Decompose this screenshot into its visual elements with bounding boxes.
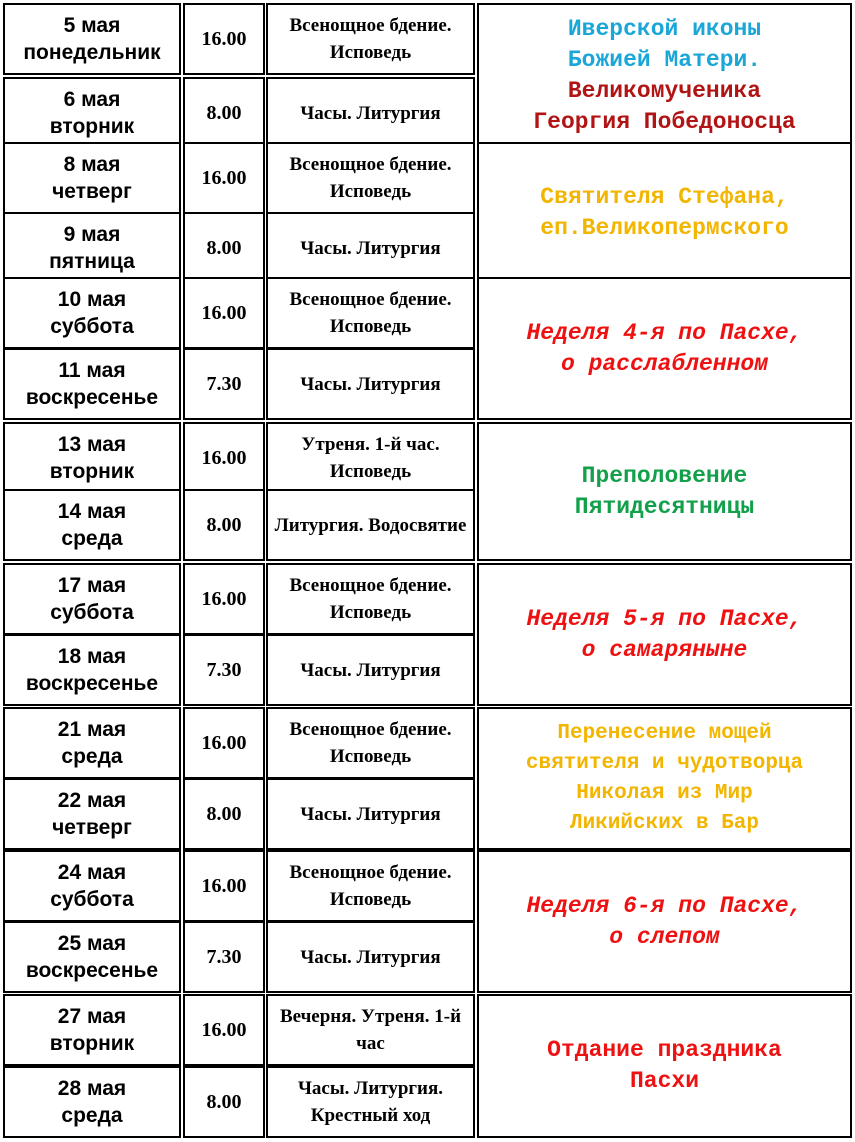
date-day: 17 мая xyxy=(57,574,127,597)
service-name: Часы. Литургия. Крестный ход xyxy=(297,1078,444,1126)
time-cell xyxy=(183,707,265,779)
service-name: Всенощное бдение. Исповедь xyxy=(289,15,452,63)
feast-line: Ликийских в Бар xyxy=(569,811,760,835)
date-cell xyxy=(3,563,181,635)
time-cell xyxy=(183,850,265,922)
service-time: 8.00 xyxy=(206,513,242,536)
date-day: 8 мая xyxy=(63,153,121,176)
date-day: 5 мая xyxy=(63,14,121,37)
time-cell xyxy=(183,348,265,420)
feast-line: Божией Матери. xyxy=(567,47,762,73)
feast-line: Георгия Победоносца xyxy=(533,109,796,135)
date-day: 14 мая xyxy=(57,500,127,523)
time-cell xyxy=(183,563,265,635)
date-day: 11 мая xyxy=(58,359,126,382)
date-weekday: воскресенье xyxy=(25,672,159,695)
feast-cell xyxy=(477,707,852,850)
service-cell xyxy=(266,348,475,420)
service-name: Часы. Литургия xyxy=(300,946,441,968)
service-name: Часы. Литургия xyxy=(300,102,441,124)
date-weekday: четверг xyxy=(52,180,132,203)
service-time: 16.00 xyxy=(201,27,247,50)
service-cell xyxy=(266,707,475,779)
date-weekday: вторник xyxy=(49,1032,135,1055)
time-cell xyxy=(183,212,265,284)
date-cell xyxy=(3,994,181,1066)
service-name: Литургия. Водосвятие xyxy=(274,514,467,536)
feast-line: Неделя 5-я по Пасхе, xyxy=(526,605,803,632)
date-day: 25 мая xyxy=(57,932,127,955)
date-cell xyxy=(3,921,181,993)
feast-line: Преполовение xyxy=(581,462,748,489)
feast-line: Святителя Стефана, xyxy=(540,184,789,210)
service-time: 7.30 xyxy=(206,372,242,395)
date-weekday: среда xyxy=(61,1104,123,1127)
date-day: 28 мая xyxy=(57,1077,127,1100)
service-time: 7.30 xyxy=(206,658,242,681)
time-cell xyxy=(183,994,265,1066)
service-time: 8.00 xyxy=(206,236,242,259)
service-cell xyxy=(266,277,475,349)
date-cell xyxy=(3,277,181,349)
service-cell xyxy=(266,778,475,850)
date-weekday: воскресенье xyxy=(25,386,159,409)
date-day: 6 мая xyxy=(63,88,121,111)
date-cell xyxy=(3,77,181,149)
date-cell xyxy=(3,778,181,850)
service-cell xyxy=(266,994,475,1066)
date-weekday: среда xyxy=(61,527,123,550)
feast-cell xyxy=(477,994,852,1138)
feast-cell xyxy=(477,277,852,420)
feast-line: Неделя 6-я по Пасхе, xyxy=(526,892,803,919)
service-time: 16.00 xyxy=(201,166,247,189)
service-name: Вечерня. Утреня. 1-й час xyxy=(279,1006,462,1054)
feast-line: Отдание праздника xyxy=(547,1037,782,1063)
date-day: 18 мая xyxy=(57,645,127,668)
date-weekday: вторник xyxy=(49,460,135,483)
feast-line: Неделя 4-я по Пасхе, xyxy=(526,319,803,346)
service-time: 16.00 xyxy=(201,731,247,754)
date-weekday: понедельник xyxy=(23,41,161,64)
date-cell xyxy=(3,212,181,284)
service-schedule-table xyxy=(3,3,852,1139)
date-cell xyxy=(3,634,181,706)
service-cell xyxy=(266,77,475,149)
service-time: 16.00 xyxy=(201,587,247,610)
service-name: Всенощное бдение. Исповедь xyxy=(289,575,452,623)
feast-cell xyxy=(477,563,852,706)
date-weekday: вторник xyxy=(49,115,135,138)
service-name: Часы. Литургия xyxy=(300,803,441,825)
service-name: Всенощное бдение. Исповедь xyxy=(289,154,452,202)
service-cell xyxy=(266,634,475,706)
feast-line: Пятидесятницы xyxy=(574,493,755,520)
service-cell xyxy=(266,850,475,922)
service-cell xyxy=(266,489,475,561)
feast-cell xyxy=(477,850,852,993)
date-cell xyxy=(3,142,181,214)
date-weekday: пятница xyxy=(49,250,135,273)
feast-line: о расслабленном xyxy=(560,350,769,377)
date-cell xyxy=(3,850,181,922)
service-cell xyxy=(266,921,475,993)
date-cell xyxy=(3,489,181,561)
feast-cell xyxy=(477,142,852,284)
feast-line: Николая из Мир xyxy=(576,781,753,805)
service-cell xyxy=(266,212,475,284)
time-cell xyxy=(183,422,265,494)
service-time: 16.00 xyxy=(201,1018,247,1041)
date-day: 24 мая xyxy=(57,861,127,884)
date-day: 21 мая xyxy=(57,718,127,741)
service-time: 8.00 xyxy=(206,802,242,825)
date-weekday: воскресенье xyxy=(25,959,159,982)
time-cell xyxy=(183,77,265,149)
date-cell xyxy=(3,422,181,494)
service-time: 8.00 xyxy=(206,101,242,124)
date-weekday: среда xyxy=(61,745,123,768)
time-cell xyxy=(183,778,265,850)
service-time: 8.00 xyxy=(206,1090,242,1113)
date-day: 10 мая xyxy=(57,288,127,311)
feast-line: святителя и чудотворца xyxy=(525,751,804,775)
service-time: 16.00 xyxy=(201,446,247,469)
service-cell xyxy=(266,3,475,75)
time-cell xyxy=(183,277,265,349)
date-cell xyxy=(3,3,181,75)
date-weekday: суббота xyxy=(50,315,134,338)
time-cell xyxy=(183,921,265,993)
feast-line: Пасхи xyxy=(629,1068,699,1094)
date-day: 9 мая xyxy=(63,223,121,246)
feast-cell xyxy=(477,422,852,561)
feast-line: еп.Великопермского xyxy=(540,215,789,241)
feast-line: о слепом xyxy=(609,923,720,950)
service-name: Часы. Литургия xyxy=(300,237,441,259)
date-cell xyxy=(3,348,181,420)
date-day: 27 мая xyxy=(57,1005,127,1028)
feast-line: Великомученика xyxy=(567,78,762,104)
service-cell xyxy=(266,1066,475,1138)
feast-cell xyxy=(477,3,852,149)
service-cell xyxy=(266,142,475,214)
time-cell xyxy=(183,142,265,214)
date-weekday: четверг xyxy=(52,816,132,839)
service-name: Часы. Литургия xyxy=(300,373,441,395)
service-time: 16.00 xyxy=(201,301,247,324)
date-cell xyxy=(3,1066,181,1138)
service-name: Часы. Литургия xyxy=(300,659,441,681)
date-weekday: суббота xyxy=(50,601,134,624)
feast-line: Перенесение мощей xyxy=(557,721,772,745)
service-cell xyxy=(266,563,475,635)
service-name: Всенощное бдение. Исповедь xyxy=(289,289,452,337)
date-cell xyxy=(3,707,181,779)
time-cell xyxy=(183,634,265,706)
feast-line: о самаряныне xyxy=(581,636,748,663)
service-name: Всенощное бдение. Исповедь xyxy=(289,862,452,910)
time-cell xyxy=(183,489,265,561)
service-name: Всенощное бдение. Исповедь xyxy=(289,719,452,767)
date-day: 22 мая xyxy=(57,789,127,812)
service-time: 7.30 xyxy=(206,945,242,968)
time-cell xyxy=(183,1066,265,1138)
time-cell xyxy=(183,3,265,75)
service-name: Утреня. 1-й час. Исповедь xyxy=(301,434,440,482)
date-weekday: суббота xyxy=(50,888,134,911)
service-time: 16.00 xyxy=(201,874,247,897)
feast-line: Иверской иконы xyxy=(567,16,762,42)
service-cell xyxy=(266,422,475,494)
date-day: 13 мая xyxy=(57,433,127,456)
